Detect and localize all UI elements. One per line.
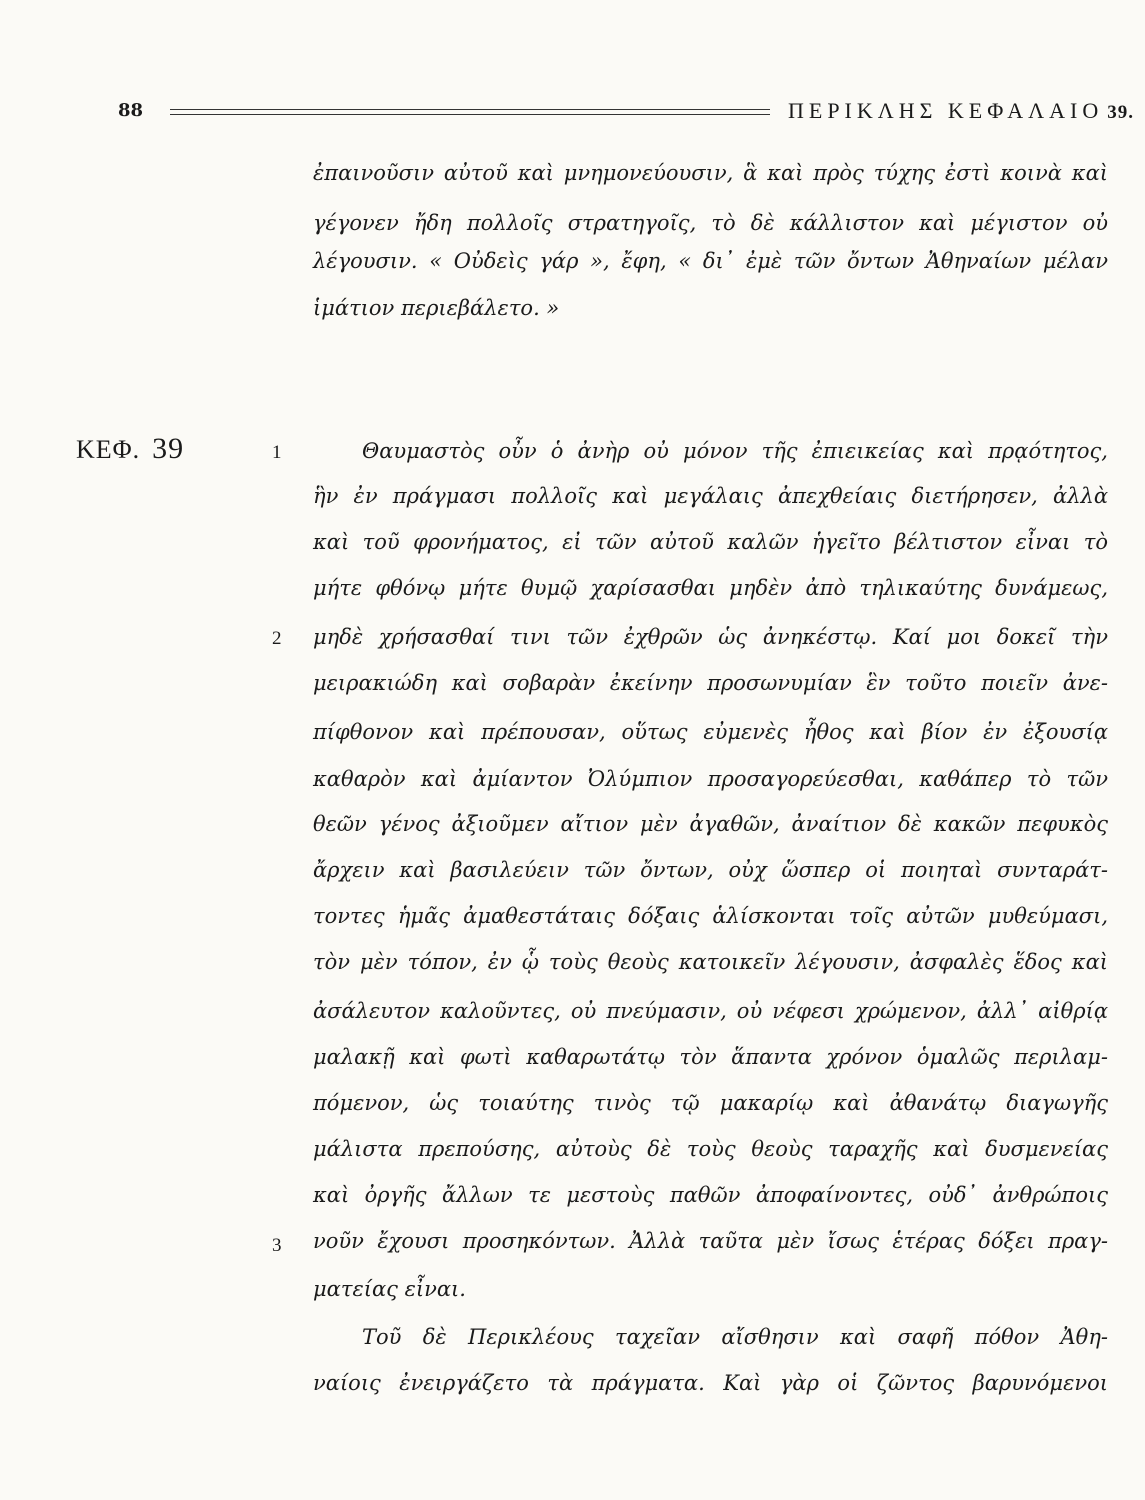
chapter-number: 39: [152, 432, 185, 465]
text-line: ἄρχειν καὶ βασιλεύειν τῶν ὄντων, οὐχ ὥσπερ οἱ ποιηταὶ συνταράτ-: [313, 858, 1108, 882]
chapter-mark: [76, 432, 184, 466]
text-line: τὸν μὲν τόπον, ἐν ᾧ τοὺς θεοὺς κατοικεῖν λέγουσιν, ἀσφαλὲς ἕδος καὶ: [313, 950, 1108, 974]
section-number-3: 3: [272, 1235, 282, 1256]
chapter-label: ΚΕΦ.: [76, 435, 141, 464]
running-title-chapter: 39.: [1107, 102, 1134, 123]
text-line: ναίοις ἐνειργάζετο τὰ πράγματα. Καὶ γὰρ οἱ ζῶντος βαρυνόμενοι: [313, 1371, 1108, 1395]
text-line: καὶ τοῦ φρονήματος, εἰ τῶν αὐτοῦ καλῶν ἡγεῖτο βέλτιστον εἶναι τὸ: [313, 530, 1108, 554]
page-number: 88: [118, 100, 144, 121]
running-header: [118, 96, 1134, 128]
text-line: λέγουσιν. « Οὐδεὶς γάρ », ἔφη, « δι᾽ ἐμὲ τῶν ὄντων Ἀθηναίων μέλαν: [313, 249, 1108, 273]
text-line: πίφθονον καὶ πρέπουσαν, οὕτως εὐμενὲς ἦθος καὶ βίον ἐν ἐξουσίᾳ: [313, 720, 1108, 744]
text-line: γέγονεν ἤδη πολλοῖς στρατηγοῖς, τὸ δὲ κάλλιστον καὶ μέγιστον οὐ: [313, 211, 1108, 235]
text-line: τοντες ἡμᾶς ἀμαθεστάταις δόξαις ἁλίσκονται τοῖς αὐτῶν μυθεύμασι,: [313, 904, 1108, 928]
text-line: ἱμάτιον περιεβάλετο. »: [313, 296, 560, 320]
text-line: καὶ ὀργῆς ἄλλων τε μεστοὺς παθῶν ἀποφαίνοντες, οὐδ᾽ ἀνθρώποις: [313, 1183, 1108, 1207]
text-line: μήτε φθόνῳ μήτε θυμῷ χαρίσασθαι μηδὲν ἀπὸ τηλικαύτης δυνάμεως,: [313, 576, 1108, 600]
text-line: ἀσάλευτον καλοῦντες, οὐ πνεύμασιν, οὐ νέφεσι χρώμενον, ἀλλ᾽ αἰθρίᾳ: [313, 999, 1108, 1023]
text-line: μηδὲ χρήσασθαί τινι τῶν ἐχθρῶν ὡς ἀνηκέστῳ. Καί μοι δοκεῖ τὴν: [313, 625, 1108, 649]
section-number-1: 1: [272, 442, 282, 463]
text-line: ἣν ἐν πράγμασι πολλοῖς καὶ μεγάλαις ἀπεχθείαις διετήρησεν, ἀλλὰ: [313, 484, 1108, 508]
text-line: ἐπαινοῦσιν αὐτοῦ καὶ μνημονεύουσιν, ἃ καὶ πρὸς τύχης ἐστὶ κοινὰ καὶ: [313, 161, 1108, 185]
running-title-text: ΠΕΡΙΚΛΗΣ ΚΕΦΑΛΑΙΟ: [788, 98, 1104, 123]
text-line: μειρακιώδη καὶ σοβαρὰν ἐκείνην προσωνυμίαν ἓν τοῦτο ποιεῖν ἀνε-: [313, 671, 1108, 695]
text-line: ματείας εἶναι.: [313, 1277, 466, 1301]
text-line: θεῶν γένος ἀξιοῦμεν αἴτιον μὲν ἀγαθῶν, ἀναίτιον δὲ κακῶν πεφυκὸς: [313, 812, 1108, 836]
text-line: καθαρὸν καὶ ἀμίαντον Ὀλύμπιον προσαγορεύεσθαι, καθάπερ τὸ τῶν: [313, 767, 1108, 791]
running-title: [788, 98, 1134, 124]
text-line: νοῦν ἔχουσι προσηκόντων. Ἀλλὰ ταῦτα μὲν ἴσως ἑτέρας δόξει πραγ-: [313, 1229, 1108, 1253]
section-number-2: 2: [272, 628, 282, 649]
text-line: Τοῦ δὲ Περικλέους ταχεῖαν αἴσθησιν καὶ σαφῆ πόθον Ἀθη-: [362, 1325, 1108, 1349]
text-line: πόμενον, ὡς τοιαύτης τινὸς τῷ μακαρίῳ καὶ ἀθανάτῳ διαγωγῆς: [313, 1091, 1108, 1115]
text-line: μαλακῇ καὶ φωτὶ καθαρωτάτῳ τὸν ἅπαντα χρόνον ὁμαλῶς περιλαμ-: [313, 1045, 1108, 1069]
text-line: Θαυμαστὸς οὖν ὁ ἀνὴρ οὐ μόνον τῆς ἐπιεικείας καὶ πρᾳότητος,: [362, 439, 1108, 463]
text-line: μάλιστα πρεπούσης, αὐτοὺς δὲ τοὺς θεοὺς ταραχῆς καὶ δυσμενείας: [313, 1137, 1108, 1161]
header-rule: [170, 109, 770, 115]
